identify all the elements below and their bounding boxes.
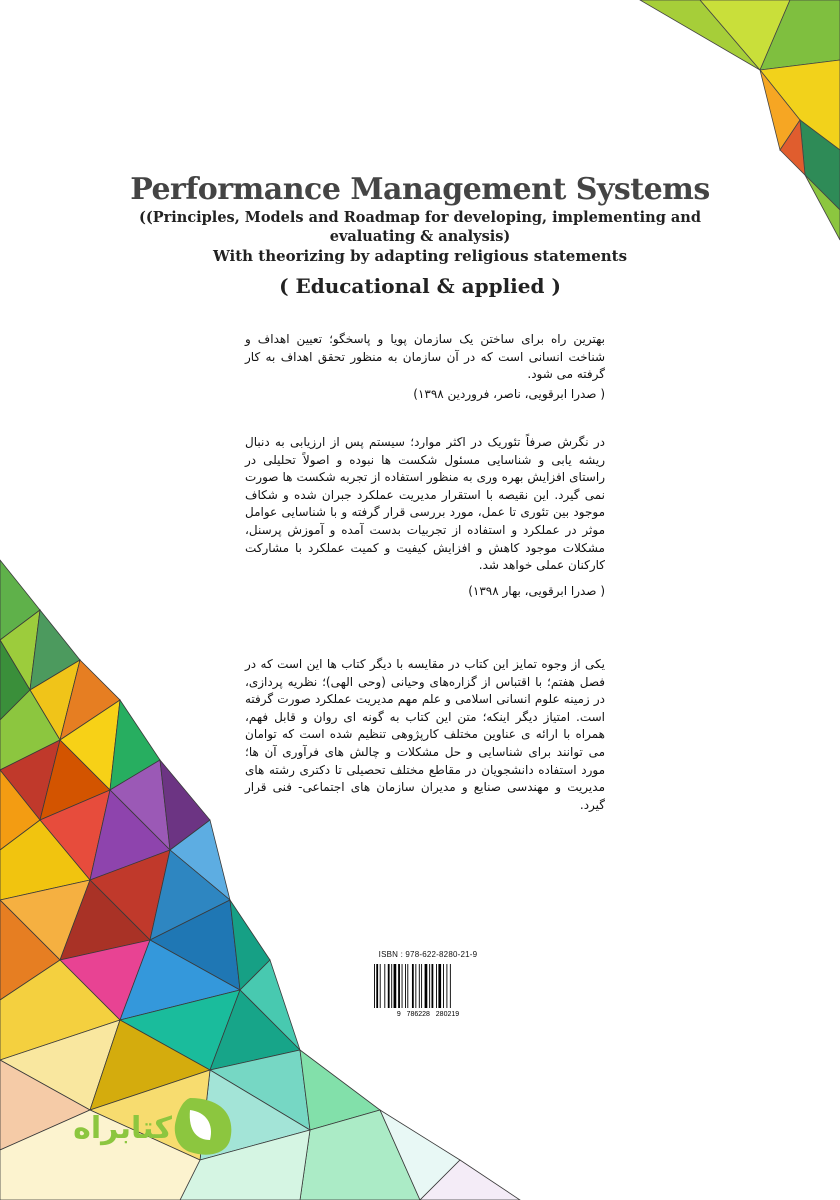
barcode-bar bbox=[443, 964, 444, 1008]
barcode-bar bbox=[374, 964, 375, 1008]
isbn-barcode bbox=[368, 962, 488, 1018]
paragraph-3-text: یکی از وجوه تمایز این کتاب در مقایسه با دیگر کتاب ها این است که در فصل هفتم؛ با اقتباس از گزاره‌های وحیانی (وحی الهی)؛ نظریه پردازی، در زمینه علوم انسانی اسلامی و علم مهم مدیریت عملکرد صورت گرفته است. امتیاز دیگر اینکه؛ متن این کتاب به گونه ای روان و قابل فهم، همراه با ارائه ی عناوین مختلف کارپژوهی تنظیم شده است که توامان می توانند برای شناسایی و حل مشکلات و چالش های فرآوری آن ها؛ مورد استفاده دانشجویان در مقاطع مختلف تحصیلی تا دکتری رشته های مدیریت و مهندسی صنایع و مدیران سازمان های اجتماعی- فنی قرار گیرد. bbox=[245, 657, 605, 812]
barcode-bar bbox=[436, 964, 437, 1008]
quote-1-text: بهترین راه برای ساختن یک سازمان پویا و پاسخگو؛ تعیین اهداف و شناخت انسانی است که در آن سازمان به منظور تحقق اهداف به کار گرفته می شود. bbox=[245, 332, 605, 382]
barcode-bar bbox=[407, 964, 408, 1008]
quote-1 bbox=[245, 331, 605, 403]
barcode-bar bbox=[412, 964, 414, 1008]
barcode-bar bbox=[432, 964, 434, 1008]
barcode-bar bbox=[429, 964, 430, 1008]
barcode-bar bbox=[388, 964, 390, 1008]
barcode-digits: 9 786228 280219 bbox=[396, 1011, 460, 1018]
book-title: Performance Management Systems bbox=[130, 172, 710, 207]
english-title-block bbox=[120, 172, 720, 300]
logo-text: کتابراه bbox=[73, 1111, 172, 1146]
isbn-label: ISBN : 978-622-8280-21-9 bbox=[378, 950, 478, 959]
barcode-bar bbox=[402, 964, 403, 1008]
barcode-bar bbox=[394, 964, 397, 1008]
book-subtitle: ((Principles, Models and Roadmap for developing, implementing and evaluating & analysis) bbox=[139, 209, 701, 245]
barcode-bar bbox=[391, 964, 392, 1008]
barcode-bar bbox=[421, 964, 422, 1008]
quote-1-citation: ( صدرا ابرقویی، ناصر، فروردین ۱۳۹۸) bbox=[413, 386, 605, 401]
barcode-bar bbox=[384, 964, 385, 1008]
quote-2-text: در نگرش صرفاً تئوریک در اکثر موارد؛ سیستم پس از ارزیابی به دنبال ریشه یابی و شناسایی مسئول شکست ها نبوده و اصولاً تحلیلی در راستای افزایش بهره وری به منظور استفاده از تجربه شکست ها صورت نمی گیرد. این نقیصه با استقرار مدیریت عملکرد جبران شده و شکاف موجود بین تئوری تا عمل، مورد بررسی قرار گرفته و با شناسایی عوامل موثر در عملکرد و استفاده از تجربیات بدست آمده و آموزش پرسنل، مشکلات موجود کاهش و افزایش کیفیت و کمیت عملکرد با مشارکت کارکنان عملی خواهد شد. bbox=[245, 435, 605, 573]
barcode-bar bbox=[438, 964, 441, 1008]
barcode-bar bbox=[415, 964, 416, 1008]
quote-2 bbox=[245, 434, 605, 600]
book-subtitle-2: With theorizing by adapting religious statements bbox=[212, 247, 628, 265]
barcode-bar bbox=[380, 964, 381, 1008]
barcode-bar bbox=[419, 964, 420, 1008]
barcode-bar bbox=[446, 964, 447, 1008]
ketabrah-logo bbox=[40, 1090, 240, 1160]
edition-label: ( Educational & applied ) bbox=[279, 274, 561, 298]
paragraph-3 bbox=[245, 656, 605, 814]
barcode-bar bbox=[425, 964, 428, 1008]
barcode-bar bbox=[405, 964, 406, 1008]
quote-2-citation: ( صدرا ابرقویی، بهار ۱۳۹۸) bbox=[468, 583, 605, 598]
leaf-book-icon bbox=[175, 1098, 232, 1155]
barcode-bar bbox=[450, 964, 451, 1008]
barcode-bar bbox=[376, 964, 378, 1008]
barcode-bar bbox=[398, 964, 400, 1008]
